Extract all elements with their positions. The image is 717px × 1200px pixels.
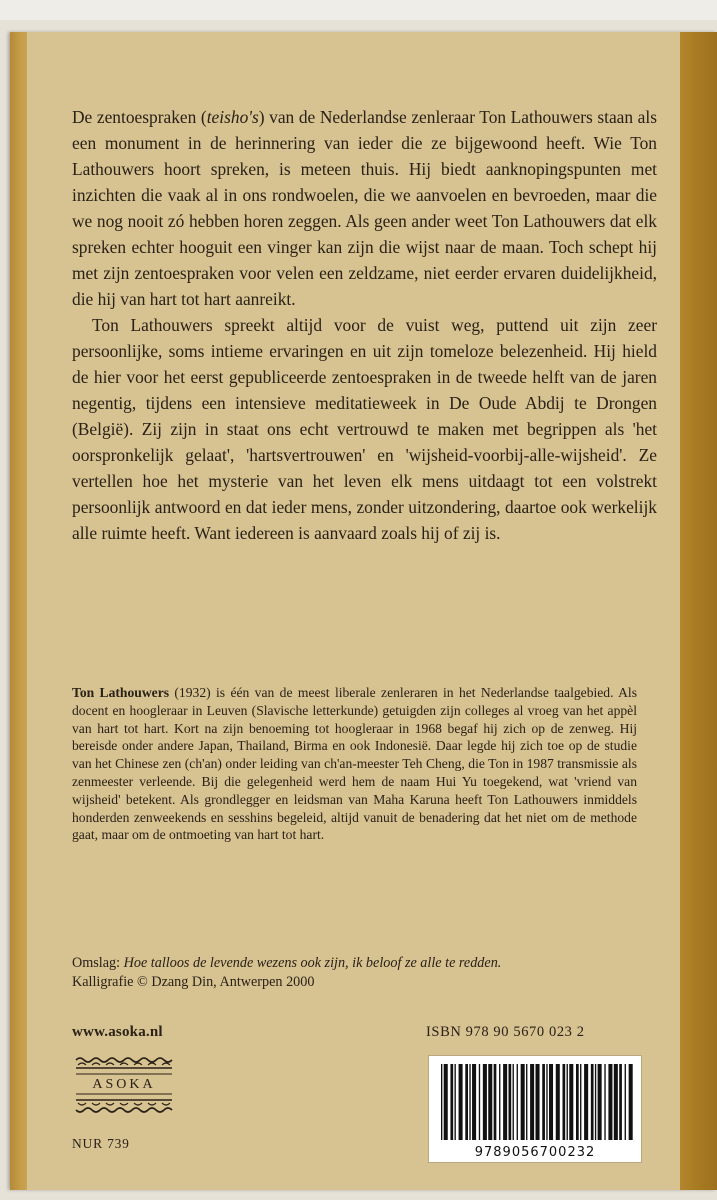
barcode-bar — [455, 1064, 456, 1140]
barcode-bar — [472, 1064, 476, 1140]
barcode-bar — [513, 1064, 514, 1140]
publisher-website: www.asoka.nl — [72, 1024, 163, 1040]
barcode-bar — [629, 1064, 633, 1140]
barcode-bar — [569, 1064, 573, 1140]
barcode-bar — [441, 1064, 442, 1140]
barcode-bar — [576, 1064, 579, 1140]
cover-credit — [72, 954, 662, 992]
blurb-p1-term: teisho's — [206, 107, 259, 127]
blurb — [72, 104, 657, 546]
cover-credit-title: Hoe talloos de levende wezens ook zijn, ik beloof ze alle te redden. — [123, 955, 502, 971]
barcode-bar — [526, 1064, 527, 1140]
calligraphy-credit: Kalligrafie © Dzang Din, Antwerpen 2000 — [72, 974, 315, 990]
barcode-bar — [530, 1064, 534, 1140]
barcode-bar — [608, 1064, 612, 1140]
barcode-digits: 9789056700232 — [474, 1145, 596, 1160]
publisher-logo-graphic — [72, 1056, 176, 1114]
barcode-bar — [503, 1064, 507, 1140]
cover-left-edge — [10, 32, 27, 1190]
publisher-logo — [72, 1056, 176, 1114]
barcode-bar — [595, 1064, 596, 1140]
barcode-bar — [619, 1064, 622, 1140]
barcode-bar — [549, 1064, 553, 1140]
barcode-bar — [580, 1064, 581, 1140]
cover-credit-label: Omslag: — [72, 955, 124, 971]
barcode-bar — [614, 1064, 618, 1140]
barcode-bar — [563, 1064, 566, 1140]
barcode-bar — [567, 1064, 568, 1140]
barcode-bar — [517, 1064, 518, 1140]
book-back-cover — [10, 32, 717, 1190]
author-bio-text: (1932) is één van de meest liberale zenleraren in het Nederlandse taalgebied. Als docent en hoogleraar in Leuven (Slavische letterkunde) getuigden zijn colleges al vroeg van het appèl van hart tot hart. Kort na zijn benoeming tot hoogleraar in 1968 begaf hij zich op de zenweg. Hij bereisde onder andere Japan, Thailand, Birma en ook Indonesië. Daar legde hij zich toe op de studie van het Chinese zen (ch'an) onder leiding van ch'an-meester Teh Cheng, die Ton in 1987 transmissie als zenmeester verleende. Bij die gelegenheid werd hem de naam Hui Yu toegekend, wat 'vriend van wijsheid' betekent. Als grondlegger en leidsman van Maha Karuna heeft Ton Lathouwers inmiddels honderden zenweekends en sesshins begeleid, altijd vanuit de benadering dat het niet om de methode gaat, maar om de ontmoeting van hart tot hart. — [72, 685, 637, 843]
barcode-bar — [542, 1064, 545, 1140]
barcode-bar — [598, 1064, 602, 1140]
barcode-bar — [604, 1064, 605, 1140]
cover-right-edge — [680, 32, 717, 1190]
barcode-bar — [546, 1064, 547, 1140]
barcode-bar — [459, 1064, 463, 1140]
barcode-bars — [429, 1056, 641, 1142]
barcode-bar — [509, 1064, 512, 1140]
cover-credit-line — [72, 954, 662, 973]
barcode-bar — [483, 1064, 487, 1140]
barcode-bar — [444, 1064, 448, 1140]
isbn-barcode — [428, 1055, 642, 1163]
barcode-bar — [469, 1064, 470, 1140]
nur-code: NUR 739 — [72, 1136, 130, 1151]
isbn: ISBN 978 90 5670 023 2 — [426, 1024, 585, 1040]
barcode-bar — [479, 1064, 480, 1140]
barcode-bar — [494, 1064, 497, 1140]
barcode-bar — [584, 1064, 588, 1140]
blurb-paragraph-1 — [72, 104, 657, 312]
barcode-bar — [488, 1064, 492, 1140]
author-name: Ton Lathouwers — [72, 685, 170, 700]
page-background — [0, 0, 717, 20]
barcode-bar — [556, 1064, 560, 1140]
blurb-p1-rest: ) van de Nederlandse zenleraar Ton Lathouwers staan als een monument in de herinnering van ieder die ze bijgewoond heeft. Wie Ton Lathouwers hoort spreken, is meteen thuis. Hij biedt aanknopingspunten met inzichten die vaak al in ons rondwoelen, die we aanvoelen en bevroeden, maar die we nog nooit zó hebben horen zeggen. Als geen ander weet Ton Lathouwers dat elk spreken echter hooguit een vinger kan zijn die wijst naar de maan. Toch schept hij met zijn zentoespraken voor velen een zeldzame, niet eerder ervaren duidelijkheid, die hij van hart tot hart aanreikt. — [72, 107, 658, 309]
barcode-bar — [450, 1064, 453, 1140]
blurb-paragraph-2: Ton Lathouwers spreekt altijd voor de vuist weg, puttend uit zijn zeer persoonlijke, soms intieme ervaringen en uit zijn tomeloze belezenheid. Hij hield de hier voor het eerst gepubliceerde zentoespraken in de tweede helft van de jaren negentig, tijdens een intensieve meditatieweek in De Oude Abdij te Drongen (België). Zij zijn in staat ons echt vertrouwd te maken met begrippen als 'het oorspronkelijk gelaat', 'hartsvertrouwen' en 'wijsheid-voorbij-alle-wijsheid'. Ze vertellen hoe het mysterie van het leven elk mens uitdaagt tot een volstrekt persoonlijk antwoord en dat ieder mens, zonder uitzondering, daartoe ook werkelijk alle ruimte heeft. Want iedereen is aanvaard zoals hij of zij is. — [72, 315, 657, 543]
barcode-bar — [521, 1064, 525, 1140]
author-bio — [72, 684, 637, 844]
barcode-bar — [591, 1064, 594, 1140]
blurb-p1-lead: De zentoespraken ( — [72, 107, 207, 127]
barcode-bar — [625, 1064, 626, 1140]
barcode-bar — [536, 1064, 540, 1140]
publisher-logo-text: ASOKA — [92, 1077, 156, 1092]
barcode-bar — [465, 1064, 468, 1140]
barcode-bar — [499, 1064, 500, 1140]
